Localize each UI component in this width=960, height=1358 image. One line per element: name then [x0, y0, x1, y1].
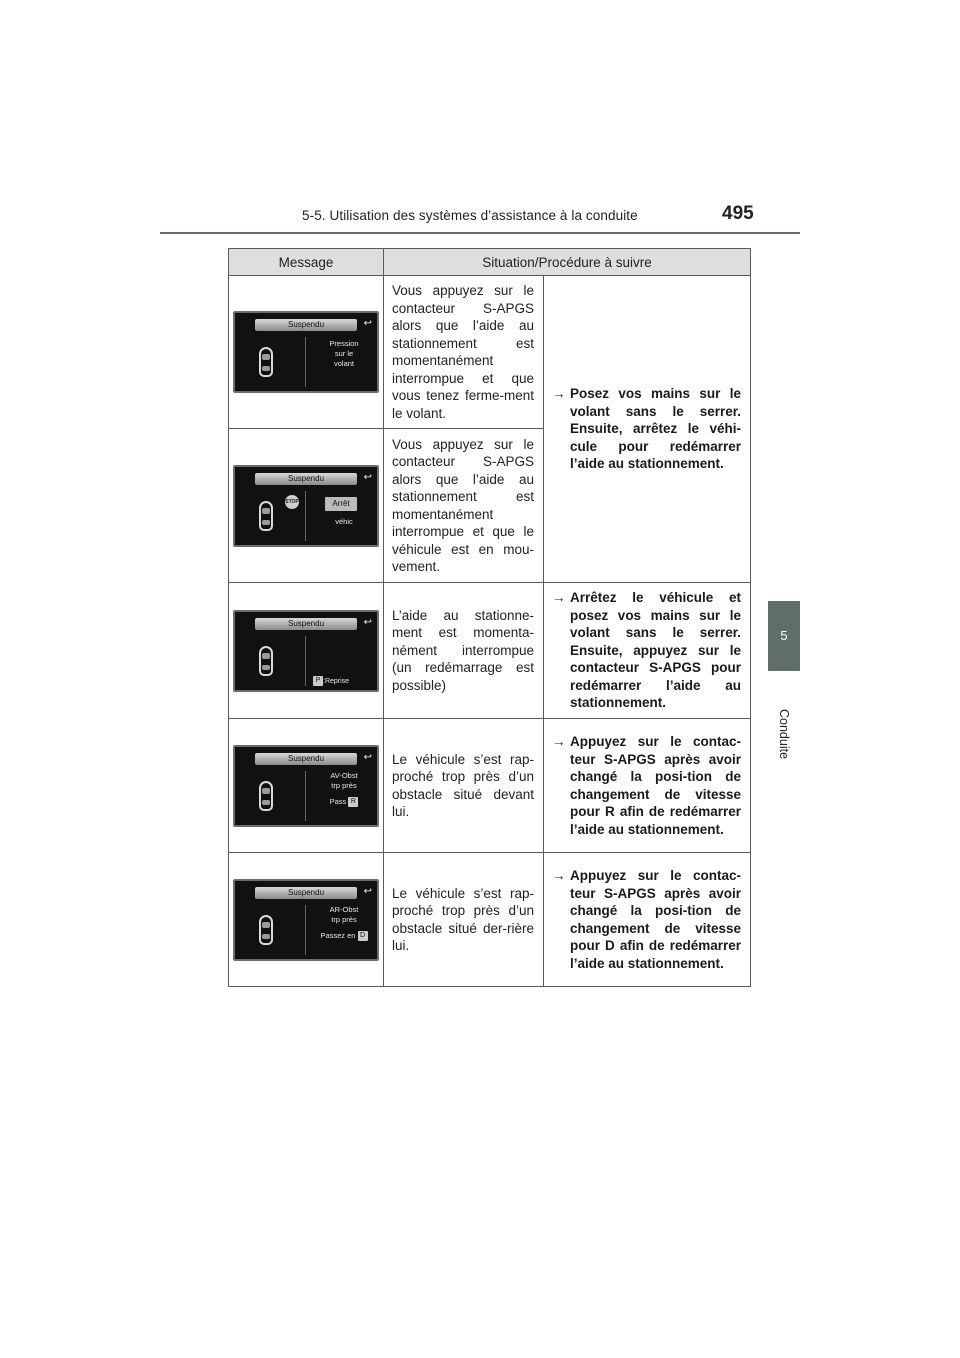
stop-icon: STOP	[285, 495, 299, 509]
car-icon	[259, 646, 273, 676]
situation-cell: Vous appuyez sur le contacteur S-APGS alors que l’aide au stationnement est momentanément interrompue et que vous tenez ferme-ment le volant.	[384, 276, 544, 429]
message-image-cell	[229, 429, 384, 583]
arrow-icon: →	[552, 868, 566, 883]
table-row	[229, 276, 751, 429]
procedure-cell	[544, 853, 751, 987]
screen-divider	[305, 337, 306, 387]
page-number: 495	[722, 203, 754, 224]
back-icon: ↩	[363, 318, 372, 329]
display-screen	[233, 311, 379, 393]
situation-cell: Vous appuyez sur le contacteur S-APGS alors que l’aide au stationnement est momentanément interrompue et que le véhicule est en mou-vement.	[384, 429, 544, 583]
status-bar: Suspendu	[255, 753, 357, 765]
message-image-cell	[229, 583, 384, 719]
display-screen	[233, 610, 379, 692]
screen-message-line: AV-Obst	[330, 770, 358, 780]
screen-message-line: AR-Obst	[329, 904, 359, 914]
gear-r-icon: R	[348, 797, 358, 807]
header-rule	[160, 232, 800, 234]
status-bar: Suspendu	[255, 887, 357, 899]
shift-instruction	[313, 797, 375, 807]
message-image-cell	[229, 853, 384, 987]
procedure-text: Appuyez sur le contac-teur S-APGS après avoir changé la posi-tion de changement de vitesse pour D afin de redémarrer l’aide au stationnement.	[570, 868, 741, 971]
arrow-icon: →	[552, 734, 566, 749]
chapter-label: Conduite	[777, 709, 791, 760]
display-screen	[233, 465, 379, 547]
car-icon	[259, 347, 273, 377]
screen-divider	[305, 905, 306, 955]
arrow-icon: →	[552, 590, 566, 606]
resume-label: :Reprise	[323, 677, 350, 685]
display-screen	[233, 745, 379, 827]
situation-cell: Le véhicule s’est rap-proché trop près d’un obstacle situé der-rière lui.	[384, 853, 544, 987]
procedure-text: Posez vos mains sur le volant sans le serrer. Ensuite, arrêtez le véhi-cule pour redémarrer l’aide au stationnement.	[570, 386, 741, 472]
shift-label: Passez en	[320, 930, 356, 940]
screen-message-line: trp près	[331, 780, 357, 790]
screen-message-line: trp près	[331, 914, 357, 924]
shift-instruction	[313, 931, 375, 941]
resume-indicator	[313, 676, 349, 687]
car-icon	[259, 915, 273, 945]
screen-divider	[305, 771, 306, 821]
procedure-cell	[544, 719, 751, 853]
procedure-text: Arrêtez le véhicule et posez vos mains sur le volant sans le serrer. Ensuite, appuyez sur le contacteur S-APGS pour redémarrer l’aide au stationnement.	[570, 590, 741, 711]
header-procedure: Situation/Procédure à suivre	[384, 249, 751, 276]
procedure-cell	[544, 583, 751, 719]
shift-label: Pass	[329, 796, 347, 806]
parking-switch-icon: P	[313, 676, 323, 686]
procedure-cell	[544, 276, 751, 583]
table-row	[229, 853, 751, 987]
situation-cell: L’aide au stationne-ment est momenta-nément interrompue (un redémarrage est possible)	[384, 583, 544, 719]
table-header-row	[229, 249, 751, 276]
stop-vehicle-box: Arrêt	[325, 497, 357, 511]
page-header	[0, 0, 960, 240]
table-row	[229, 583, 751, 719]
arrow-icon: →	[552, 386, 566, 402]
display-screen	[233, 879, 379, 961]
table-row	[229, 719, 751, 853]
header-message: Message	[229, 249, 384, 276]
screen-message-line: sur le	[334, 349, 354, 358]
section-title: 5-5. Utilisation des systèmes d’assistance à la conduite	[302, 208, 638, 223]
procedure-text: Appuyez sur le contac-teur S-APGS après avoir changé la posi-tion de changement de vitesse pour R afin de redémarrer l’aide au stationnement.	[570, 734, 741, 837]
status-bar: Suspendu	[255, 319, 357, 331]
gear-d-icon: D	[358, 931, 368, 941]
message-table	[228, 248, 751, 987]
situation-cell: Le véhicule s’est rap-proché trop près d’un obstacle situé devant lui.	[384, 719, 544, 853]
screen-message-line: Pression	[329, 339, 359, 348]
status-bar: Suspendu	[255, 618, 357, 630]
back-icon: ↩	[363, 471, 372, 483]
chapter-tab: 5	[768, 601, 800, 671]
screen-divider	[305, 491, 306, 541]
car-icon	[259, 781, 273, 811]
back-icon: ↩	[363, 885, 372, 897]
message-image-cell	[229, 719, 384, 853]
back-icon: ↩	[363, 751, 372, 763]
screen-message-line: volant	[333, 359, 354, 368]
screen-message-line: véhic	[335, 516, 353, 526]
screen-divider	[305, 636, 306, 686]
back-icon: ↩	[363, 616, 372, 628]
status-bar: Suspendu	[255, 473, 357, 485]
message-image-cell	[229, 276, 384, 429]
car-icon	[259, 501, 273, 531]
